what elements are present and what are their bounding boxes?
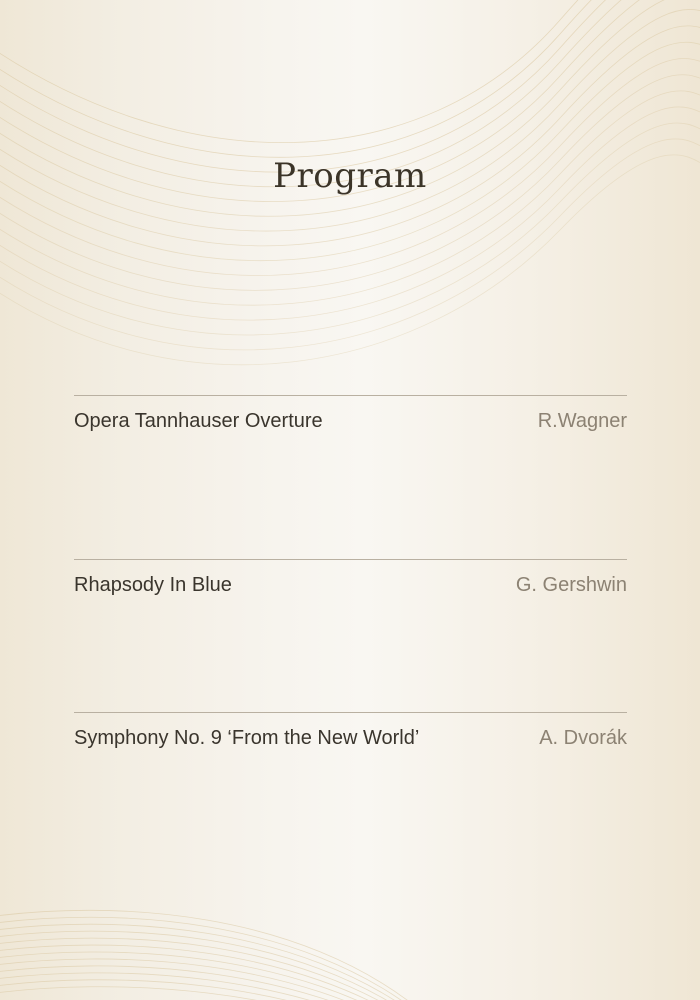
wave-line: [0, 980, 420, 1000]
wave-line: [0, 924, 420, 1000]
wave-line: [0, 91, 700, 305]
program-item: [74, 559, 627, 596]
wave-line: [0, 938, 420, 1000]
page-title: Program: [273, 156, 427, 196]
wave-line: [0, 123, 700, 335]
program-item: [74, 395, 627, 432]
composer-name: A. Dvorák: [539, 727, 627, 749]
wave-line: [0, 945, 420, 1000]
composer-name: R.Wagner: [537, 410, 627, 432]
wave-line: [0, 107, 700, 320]
wave-line: [0, 8, 700, 231]
program-item: [74, 712, 627, 749]
wave-line: [0, 910, 420, 1000]
wave-line: [0, 931, 420, 1000]
wave-line: [0, 0, 700, 143]
wave-line: [0, 966, 420, 1000]
wave-line: [0, 917, 420, 1000]
wave-line: [0, 987, 420, 1000]
wave-line: [0, 0, 700, 157]
wave-line: [0, 973, 420, 1000]
piece-title: Opera Tannhauser Overture: [74, 410, 323, 432]
wave-line: [0, 0, 700, 172]
wave-line: [0, 26, 700, 246]
wave-line: [0, 42, 700, 260]
wave-line: [0, 952, 420, 1000]
composer-name: G. Gershwin: [515, 574, 627, 596]
piece-title: Symphony No. 9 ‘From the New World’: [74, 727, 420, 749]
piece-title: Rhapsody In Blue: [74, 574, 232, 596]
wave-line: [0, 959, 420, 1000]
